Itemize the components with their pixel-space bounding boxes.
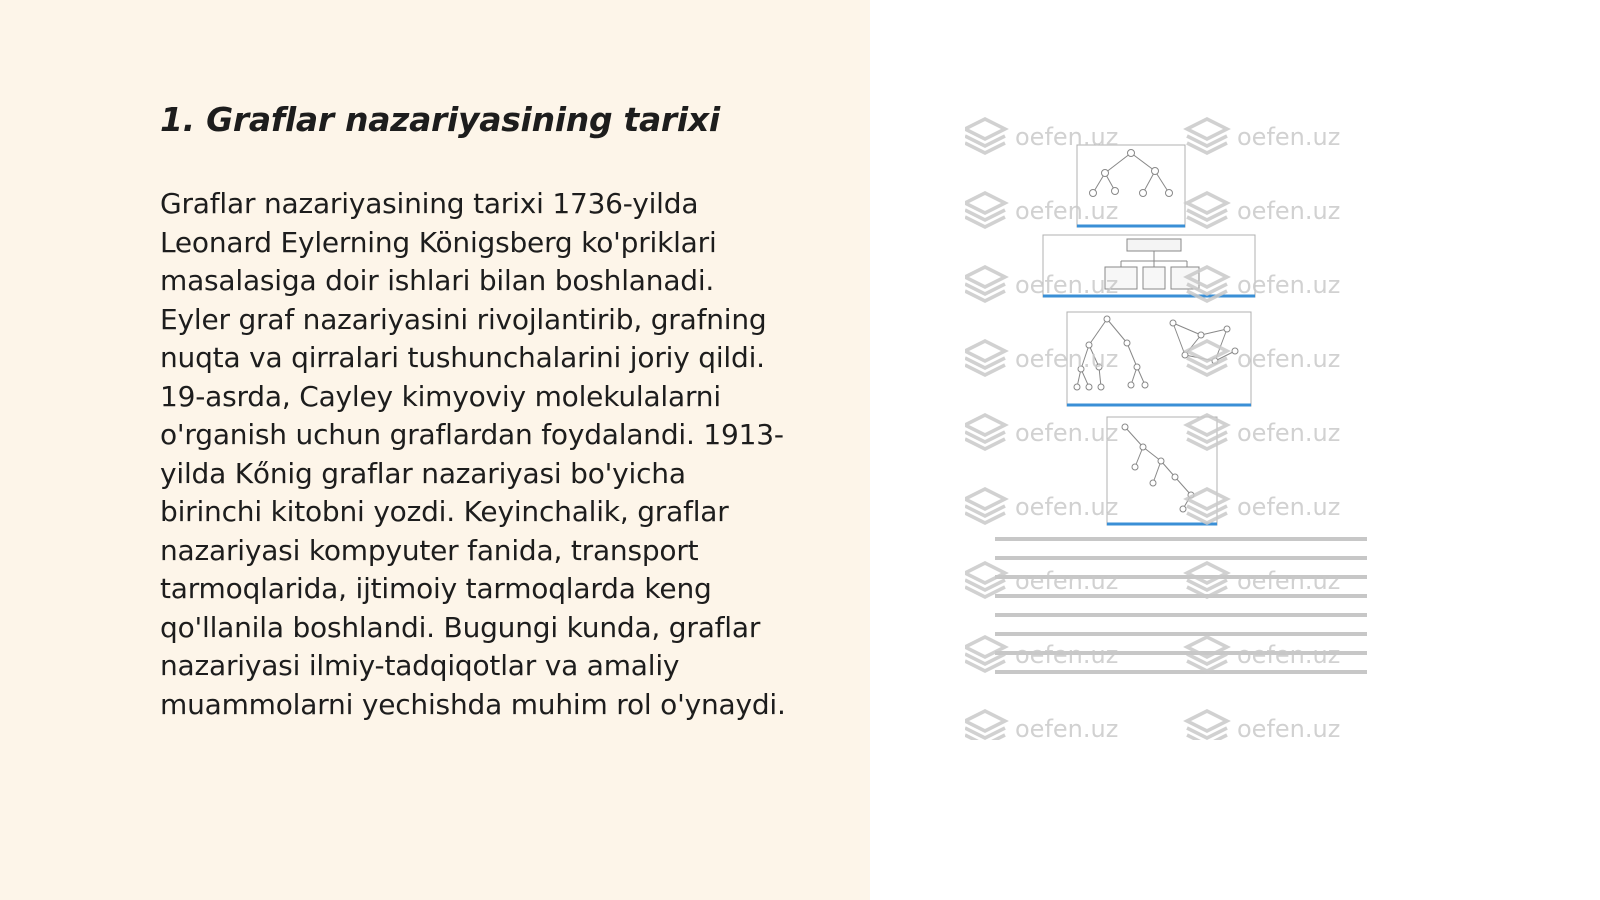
svg-text:oefen.uz: oefen.uz: [1237, 419, 1341, 447]
body-paragraph: [160, 185, 850, 724]
paragraph-line: 19-asrda, Cayley kimyoviy molekulalarni: [160, 379, 721, 413]
svg-text:oefen.uz: oefen.uz: [1237, 271, 1341, 299]
document-page-image: [965, 105, 1395, 740]
svg-text:oefen.uz: oefen.uz: [1237, 123, 1341, 151]
svg-text:oefen.uz: oefen.uz: [1237, 345, 1341, 373]
svg-text:oefen.uz: oefen.uz: [1015, 197, 1119, 225]
svg-text:oefen.uz: oefen.uz: [1237, 641, 1341, 669]
svg-text:oefen.uz: oefen.uz: [1015, 567, 1119, 595]
svg-text:oefen.uz: oefen.uz: [1015, 715, 1119, 740]
svg-text:oefen.uz: oefen.uz: [1237, 567, 1341, 595]
paragraph-line: yilda Kőnig graflar nazariyasi bo'yicha: [160, 456, 686, 490]
paragraph-line: masalasiga doir ishlari bilan boshlanadi.: [160, 264, 715, 297]
svg-text:oefen.uz: oefen.uz: [1237, 715, 1341, 740]
paragraph-line: qo'llanila boshlandi. Bugungi kunda, graflar: [160, 610, 761, 644]
paragraph-line: o'rganish uchun graflardan foydalandi. 1913-: [160, 418, 784, 451]
paragraph-line: Leonard Eylerning Königsberg ko'priklari: [160, 225, 717, 259]
paragraph-line: Eyler graf nazariyasini rivojlantirib, grafning: [160, 302, 767, 336]
paragraph-line: nazariyasi kompyuter fanida, transport: [160, 533, 699, 567]
paragraph-line: nazariyasi ilmiy-tadqiqotlar va amaliy: [160, 649, 680, 682]
paragraph-line: Graflar nazariyasining tarixi 1736-yilda: [160, 187, 699, 220]
svg-text:oefen.uz: oefen.uz: [1015, 123, 1119, 151]
paragraph-line: tarmoqlarida, ijtimoiy tarmoqlarda keng: [160, 572, 712, 605]
svg-text:oefen.uz: oefen.uz: [1015, 271, 1119, 299]
svg-text:oefen.uz: oefen.uz: [1015, 345, 1119, 373]
paragraph-line: muammolarni yechishda muhim rol o'ynaydi.: [160, 687, 786, 721]
svg-text:oefen.uz: oefen.uz: [1015, 419, 1119, 447]
paragraph-line: birinchi kitobni yozdi. Keyinchalik, graflar: [160, 495, 729, 528]
page-title: 1. Graflar nazariyasining tarixi: [160, 100, 720, 139]
svg-text:oefen.uz: oefen.uz: [1237, 493, 1341, 521]
svg-text:oefen.uz: oefen.uz: [1015, 641, 1119, 669]
svg-text:oefen.uz: oefen.uz: [1237, 197, 1341, 225]
svg-text:oefen.uz: oefen.uz: [1015, 493, 1119, 521]
paragraph-line: nuqta va qirralari tushunchalarini joriy qildi.: [160, 341, 765, 374]
